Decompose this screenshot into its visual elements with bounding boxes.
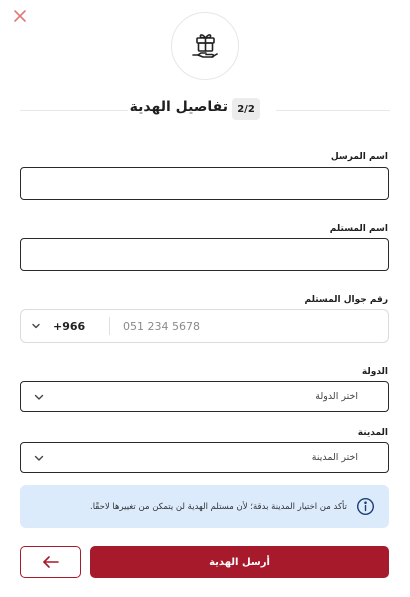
divider-left [20, 110, 128, 111]
phone-divider [109, 317, 110, 335]
recipient-name-input[interactable] [20, 238, 389, 271]
sender-name-label: اسم المرسل [330, 152, 388, 162]
city-selected-value: اختر المدينة [311, 452, 358, 463]
phone-input[interactable] [117, 310, 377, 342]
chevron-down-icon [31, 321, 41, 331]
country-code-selector[interactable] [31, 310, 85, 342]
country-code: +966 [53, 319, 86, 333]
gift-in-hand-icon [188, 29, 222, 63]
sender-name-input[interactable] [20, 167, 389, 200]
close-button[interactable] [12, 8, 28, 24]
chevron-down-icon [33, 391, 45, 403]
city-select[interactable] [20, 442, 389, 473]
divider-right [276, 110, 390, 111]
back-button[interactable] [20, 546, 81, 578]
phone-field [20, 309, 389, 343]
country-selected-value: اختر الدولة [315, 391, 358, 402]
page-title: تفاصيل الهدية [129, 99, 228, 115]
recipient-name-label: اسم المستلم [329, 224, 388, 234]
send-gift-button[interactable]: أرسل الهدية [90, 546, 389, 578]
arrow-left-icon [42, 555, 60, 569]
title-row [0, 96, 410, 124]
country-select[interactable] [20, 381, 389, 412]
info-notice-text: تأكد من اختيار المدينة بدقة؛ لأن مستلم الهدية لن يتمكن من تغييرها لاحقًا. [90, 501, 347, 512]
recipient-phone-label: رقم جوال المستلم [304, 295, 388, 305]
chevron-down-icon [33, 452, 45, 464]
gift-icon-badge [171, 12, 239, 80]
close-icon [12, 8, 28, 24]
info-notice [20, 485, 389, 528]
step-badge: 2/2 [232, 98, 260, 120]
country-label: الدولة [361, 367, 388, 377]
city-label: المدينة [357, 428, 388, 438]
info-icon [356, 497, 375, 516]
